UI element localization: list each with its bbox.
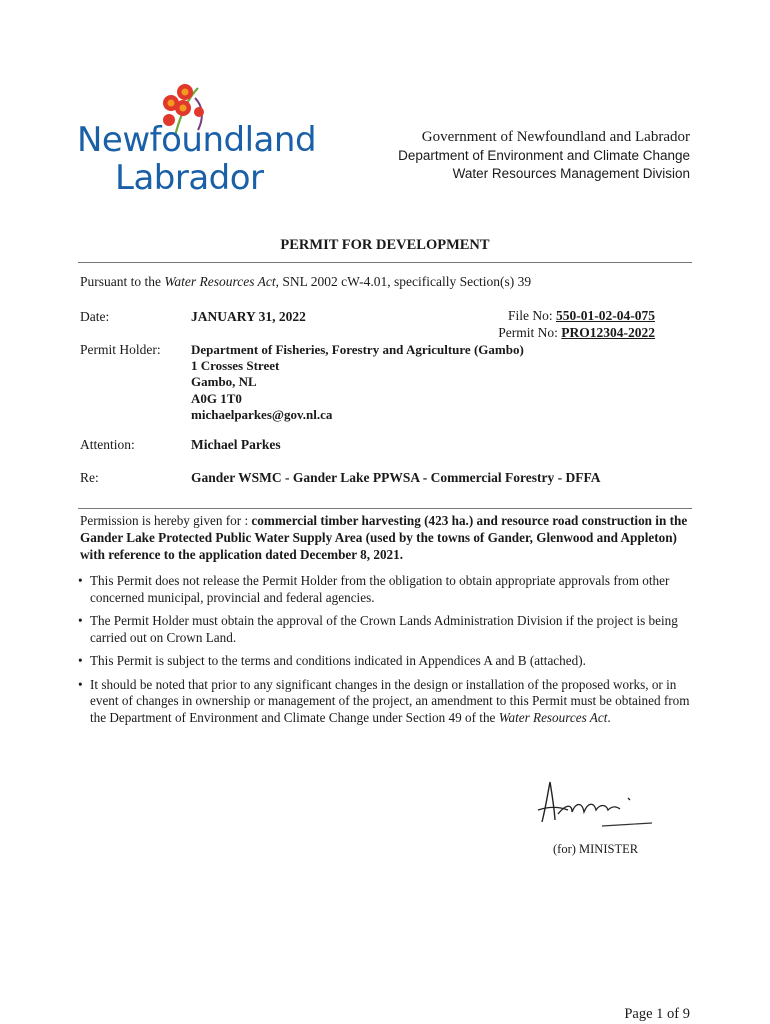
condition-item: • This Permit is subject to the terms and conditions indicated in Appendices A and B (attached).	[80, 653, 692, 670]
permit-number-value: PRO12304-2022	[561, 325, 655, 340]
holder-email: michaelparkes@gov.nl.ca	[191, 406, 333, 422]
condition-4-suffix: .	[607, 709, 611, 725]
division-name: Water Resources Management Division	[452, 166, 690, 181]
logo-newfoundland-text: Newfoundland	[77, 120, 317, 160]
attention-label: Attention:	[80, 437, 135, 452]
permit-number-label: Permit No:	[498, 325, 562, 340]
logo-labrador-text: Labrador	[115, 158, 264, 198]
pursuant-prefix: Pursuant to the	[80, 274, 165, 289]
holder-name: Department of Fisheries, Forestry and Agriculture (Gambo)	[191, 342, 524, 357]
condition-item: • This Permit does not release the Permit Holder from the obligation to obtain appropriate approvals from other concerned municipal, provincial and federal agencies.	[80, 573, 692, 606]
permit-holder-label: Permit Holder:	[80, 342, 161, 357]
permit-holder-address	[191, 342, 524, 423]
date-value: JANUARY 31, 2022	[191, 309, 306, 324]
file-number-line	[498, 307, 655, 324]
file-number-label: File No:	[508, 308, 557, 323]
title-divider	[78, 262, 692, 263]
government-header	[398, 128, 690, 183]
nl-government-logo	[70, 78, 317, 198]
signature-caption: (for) MINISTER	[553, 842, 639, 856]
re-label: Re:	[80, 470, 99, 485]
date-label: Date:	[80, 309, 110, 324]
file-number-value: 550-01-02-04-075	[556, 308, 655, 323]
re-value: Gander WSMC - Gander Lake PPWSA - Commercial Forestry - DFFA	[191, 470, 601, 485]
file-permit-numbers	[498, 307, 655, 341]
permit-number-line	[498, 324, 655, 341]
permission-body: commercial timber harvesting (423 ha.) and resource road construction in the Gander Lake Protected Public Water Supply Area (used by the towns of Gander, Glenwood and Appleton) with reference to the application dated December 8, 2021.	[80, 513, 688, 562]
holder-postal-code: A0G 1T0	[191, 390, 242, 406]
permission-paragraph	[80, 512, 690, 563]
condition-4-text: It should be noted that prior to any significant changes in the design or installation of the proposed works, or in event of changes in ownership or management of the project, an amendment to this Permit must be obtained from the Department of Environment and Climate Change under Section 49 of the	[90, 676, 690, 725]
section-divider	[78, 508, 692, 509]
document-title: PERMIT FOR DEVELOPMENT	[280, 237, 490, 253]
pursuant-suffix: , SNL 2002 cW-4.01, specifically Section(s) 39	[275, 274, 532, 289]
attention-value: Michael Parkes	[191, 437, 281, 452]
conditions-list	[80, 573, 692, 733]
pursuant-act: Water Resources Act	[164, 274, 276, 289]
department-name: Department of Environment and Climate Change	[398, 148, 690, 163]
minister-signature	[528, 776, 658, 831]
condition-item: • The Permit Holder must obtain the approval of the Crown Lands Administration Division if the project is being carried out on Crown Land.	[80, 613, 692, 646]
condition-item	[80, 677, 692, 727]
holder-city: Gambo, NL	[191, 374, 257, 390]
page-number: Page 1 of 9	[624, 1006, 690, 1022]
pursuant-line	[80, 274, 531, 290]
holder-street: 1 Crosses Street	[191, 358, 280, 374]
government-name: Government of Newfoundland and Labrador	[421, 129, 690, 145]
permission-prefix: Permission is hereby given for :	[80, 513, 252, 528]
condition-4-act: Water Resources Act	[498, 709, 608, 725]
